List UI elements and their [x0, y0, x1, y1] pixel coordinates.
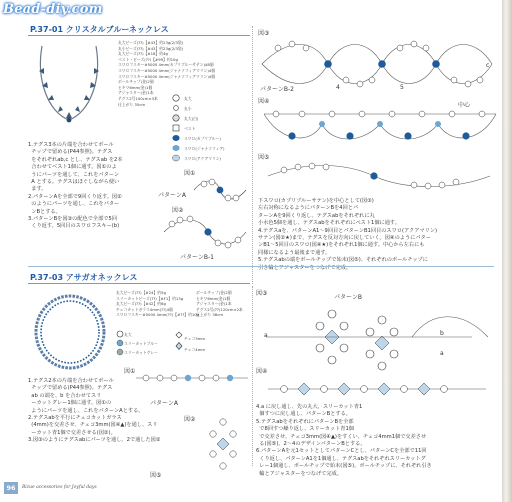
s1-patternA-label: パターンA: [158, 192, 186, 199]
s1-fig1-label: 図①: [184, 170, 196, 177]
material-line: 仕上がり 38cm: [196, 312, 224, 318]
section1-steps: [28, 142, 123, 231]
necklace-illustration-2: [30, 290, 110, 374]
section1-title-rule: [28, 35, 250, 36]
page-number: 96: [4, 482, 18, 494]
material-line: 丸小ビーズ(??)【#43】約23g(2/3袋): [118, 45, 184, 51]
step-line: くり返す。5回目のスワロフスキー(b): [28, 223, 120, 230]
material-line: スワロフスキー#5000 4mm(カプリブルーサテン)48個: [118, 62, 214, 68]
material-line: チェコカットガラス4mm(??)4個: [116, 306, 173, 312]
material-line: テグス2号(??)120cm×2本: [196, 306, 243, 312]
material-line: 仕上がり 35cm: [118, 101, 146, 107]
column-divider-1: [252, 26, 253, 284]
s2-fig3-diagram: [262, 300, 494, 380]
section2-materials-2: [196, 290, 243, 318]
legend-label: スワロ(アクアマリン): [184, 156, 222, 161]
step-line: 2.パターンAを全部で9回くり返す。図②: [28, 193, 122, 200]
step-line: くり返し、パターンA1を1個通し、テグスabをそれぞれスリーカットグ: [256, 455, 426, 462]
material-line: ボールチップ(金)2個: [196, 290, 232, 295]
material-line: 丸大ビーズ(??)【#43】約23g(2/3袋): [118, 40, 184, 45]
s2-flow-a: a: [264, 332, 268, 339]
s2-flow-a2: a: [440, 350, 444, 357]
step-line: (4mm)を交差させ、チェコ3mm(図④▲)を通し、スリ: [28, 422, 158, 429]
material-line: スワロフスキー#5000 4mm(ジャナソフィアマリン)4個: [118, 67, 216, 73]
material-line: スワロフスキー#5000 4mm(ジャナソフィアマリン)4個: [118, 73, 216, 79]
legend-label: 丸小: [184, 106, 192, 111]
legend-label: 丸大(白): [184, 116, 199, 121]
step-line: 引き輪とアジャスターをつなげて完成。: [258, 264, 352, 271]
section2-steps-cont: [256, 404, 432, 478]
legend-label: スリーカットグレー: [124, 350, 158, 355]
s1-fig1-diagram: [190, 174, 250, 208]
legend-label: スワロ(ジャナソフィア): [184, 146, 225, 151]
section2-legend-right: [184, 333, 205, 355]
step-line: のようにパーツを通し、これをパター: [28, 201, 120, 208]
s2-fig1-label: 図①: [124, 368, 136, 375]
book-spine: [502, 0, 512, 502]
step-line: 輪とアジャスターをつなげて完成。: [256, 470, 342, 477]
material-line: テグス2号100cm×3本: [118, 95, 158, 101]
step-line: で交差させ、チェコ3mm(図④▲)をすくい、チェコ4mm1個で交差させ: [256, 433, 427, 440]
step-line: 左右対称になるようにパターンBを4回とパ: [258, 205, 359, 212]
legend-label: ベスト: [184, 126, 196, 131]
s1-fig4-label: 図④: [258, 98, 270, 105]
step-line: チップで留める(P44参照)。テグス: [28, 385, 113, 392]
s1-patternB1-label: パターンB-1: [180, 254, 214, 261]
section2-title-rule: [28, 283, 250, 284]
s2-fig3-label: 図③: [256, 290, 268, 297]
watermark: Bead-diy.com: [3, 2, 103, 17]
s1-fig5-label: 図⑤: [258, 154, 270, 161]
legend-label: チェコ4mm: [184, 347, 206, 352]
step-line: 1.テグス3本の片端を合わせてボール: [28, 142, 114, 148]
s2-fig2-diagram: [196, 414, 250, 474]
material-line: 丸大ビーズ(??)【#18】約4g: [118, 51, 168, 57]
step-line: サテン(図②★)まで、テグスを反対方向に戻していく。図④のようにパター: [258, 235, 431, 242]
step-line: 5.テグスabをそれぞれにパターンBを全部: [256, 418, 354, 425]
s1-fig3-end-c: c: [486, 62, 490, 69]
material-line: ヒキワ6mm(金)1個: [196, 295, 231, 301]
step-line: ンBとする。: [28, 208, 61, 215]
step-line: 4.a に戻し通し、先の丸大、スリーカット青1: [256, 404, 363, 410]
footer-text: Bizue accessories for Joyful days: [22, 485, 97, 490]
step-line: 5.テグスabの端をボールチップで始末(図⑤)、それぞれのボールチップに: [258, 257, 428, 264]
material-line: 丸大ビーズ(??)【#42】約6g: [116, 301, 166, 307]
legend-label: スリーカットブルー: [124, 341, 158, 346]
column-divider-2: [252, 286, 253, 466]
step-line: 合わせてベスト1個に通す。図①のよ: [28, 164, 117, 171]
s2-fig2-label: 図②: [184, 416, 196, 423]
section-divider: [28, 266, 494, 267]
step-line: うにパーツを通して、これをパターン: [28, 171, 120, 178]
step-line: 小水色5個を通し、テグスabをそれぞれにべスト1個に通す。: [258, 220, 400, 227]
material-line: アジャスター(金)1本: [118, 90, 154, 96]
necklace-illustration-1: [30, 40, 108, 130]
step-line: る(図⑤)。2〜4のデザインパターンBとする。: [256, 441, 366, 448]
section1-title: P.37-01 クリスタルブルーネックレス: [30, 25, 169, 34]
material-line: スリーカットビーズ(??)【#F1】約13g: [116, 295, 184, 301]
s2-fig4-label: 図④: [256, 368, 268, 375]
step-line: ます。: [28, 186, 47, 193]
material-line: スワロフスキー#5000 4mm(??)【#??】約10g: [116, 312, 200, 318]
step-line: 同様になるよう最後まで通す。: [258, 249, 331, 256]
step-line: をそれぞれab,c とし、テグスab を2本: [28, 156, 123, 163]
section1-steps-cont: [258, 198, 437, 272]
step-line: ンB1〜5回目のスワロ(図④★)をそれぞれ1個に通す。中心から左右にも: [258, 242, 425, 249]
legend-label: 丸大: [184, 96, 192, 101]
s2-fig4-diagram: [264, 372, 490, 406]
step-line: 3.パターンBを図③の配色で全部で5回: [28, 216, 117, 223]
section1-legend: [184, 94, 225, 164]
step-line: 1.テグス2本の片端を合わせてボール: [28, 378, 114, 384]
legend-label: スワロ(カプリブルー): [184, 136, 221, 141]
s1-center-label: 中心: [458, 102, 471, 109]
step-line: ab の端を、b を合わせてスリ: [28, 392, 102, 399]
step-line: ーカットグレー1個に通す。図①の: [28, 400, 112, 407]
step-line: チップで留める(P44参照)。テグス: [28, 149, 113, 156]
step-line: 下スワロ(カプリブルーサテン)を中心として(図③): [258, 198, 374, 204]
step-line: ようにパーツを通し、これをパターンAとする。: [28, 407, 144, 414]
step-line: 個すつに戻し通し、パターンBとする。: [256, 411, 351, 418]
section2-title: P.37-03 アサガオネックレス: [30, 273, 138, 282]
material-line: アジャスター(金)1本: [196, 301, 232, 307]
s1-fig3-tick-5: 5: [400, 84, 404, 91]
section2-legend-left: [124, 330, 158, 357]
s1-patternB2-label: パターンB-2: [260, 86, 294, 93]
s1-fig2-label: 図②: [172, 207, 184, 214]
s2-patternB-label: パターンB: [334, 294, 362, 301]
material-line: ヒキワ6mm(金)1個: [118, 84, 153, 90]
s1-fig4-diagram: [262, 104, 498, 152]
s2-fig5-label: 図⑤: [150, 472, 162, 479]
step-line: 6.パターンAを元1セットとしてパターンCとし、パターンCを全部で11回: [256, 448, 427, 455]
section2-materials: [116, 290, 199, 318]
legend-label: 丸大: [124, 332, 132, 337]
section1-legend-swatches: [172, 94, 182, 164]
step-line: レー1個通し、ボールチップで始末(図⑤)。ボールチップに、それぞれ引き: [256, 463, 432, 470]
s1-fig5-diagram: [264, 160, 494, 190]
step-line: で8回すつ繰り返し、スリーカット青1個: [256, 426, 354, 433]
s1-fig3-tick-4: 4: [336, 84, 340, 91]
step-line: ーカット青1個で交差させる(図②)。: [28, 429, 116, 436]
step-line: ターンAを9回くり返し、テグスabをそれぞれに丸: [258, 212, 375, 219]
step-line: 2.テグスabを平行にチェコカットガラス: [28, 415, 122, 422]
s1-fig3-label: 図③: [258, 30, 270, 37]
step-line: 4.テグスaを、パターンA1〜9回目とパターンB1回目のスワロ(アクアマリン): [258, 227, 437, 234]
s1-fig2-diagram: [160, 212, 250, 252]
material-line: ベスト・ビーズ(??)【#99】約10g: [118, 56, 178, 62]
material-line: ボールチップ(金)2個: [118, 79, 154, 85]
step-line: A とする。テグスはほぐしながら使い: [28, 179, 120, 186]
step-line: 3.図③のようにテグスabにパーツを通し、2で通した図②: [28, 437, 161, 444]
material-line: 丸大ビーズ(??)【#24】約5g: [116, 290, 166, 295]
s2-flow-b: b: [440, 330, 444, 337]
legend-label: チェコ3mm: [184, 336, 206, 341]
s2-patternA-label: パターンA: [150, 400, 178, 407]
